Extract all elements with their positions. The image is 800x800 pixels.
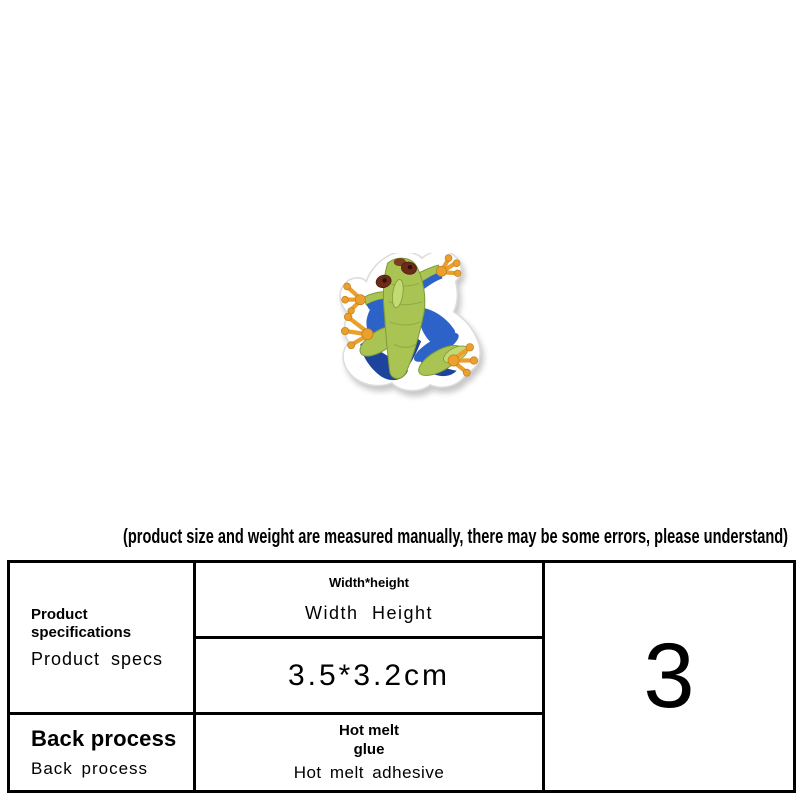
cell-product-specifications <box>9 562 195 714</box>
size-disclaimer <box>0 524 800 550</box>
product-image-frog-patch <box>339 253 483 397</box>
cell-size-header <box>195 562 544 638</box>
cell-quantity-value: 3 <box>544 562 795 792</box>
back-process-label-en: Back process <box>31 759 149 778</box>
spec-table <box>7 560 796 793</box>
size-header-label-en: Width Height <box>304 603 434 623</box>
product-spec-label: Product specifications <box>31 605 132 641</box>
size-header-label: Width*height <box>328 575 410 590</box>
product-spec-label-en: Product specs <box>31 648 164 669</box>
cell-back-process-value <box>195 714 544 792</box>
back-process-value-line2: glue <box>353 741 385 758</box>
back-process-value-en: Hot melt adhesive <box>293 762 445 782</box>
back-process-value-line1: Hot melt <box>339 722 399 740</box>
size-disclaimer-text: (product size and weight are measured manually, there may be some errors, please understand) <box>122 526 789 548</box>
cell-size-value: 3.5*3.2cm <box>195 638 544 714</box>
cell-back-process <box>9 714 195 792</box>
back-process-label: Back process <box>31 726 177 751</box>
